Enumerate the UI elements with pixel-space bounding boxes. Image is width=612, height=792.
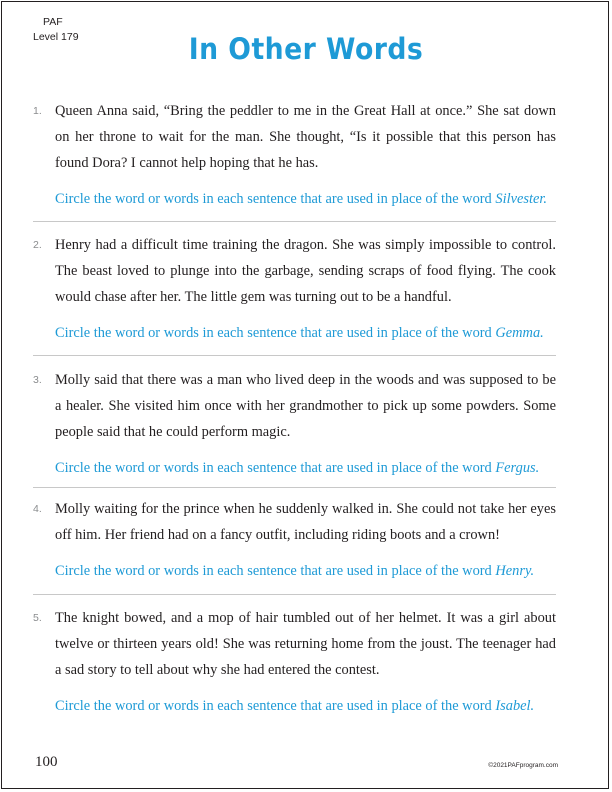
instruction-text: Circle the word or words in each sentence that are used in place of the word <box>55 460 492 476</box>
divider <box>33 487 556 488</box>
item-instruction <box>55 320 556 346</box>
item-instruction <box>55 455 556 481</box>
item-passage: Molly waiting for the prince when he suddenly walked in. She could not take her eyes off him. Her friend had on a fancy outfit, including riding boots and a crown! <box>55 501 556 543</box>
exercise-item-2 <box>33 232 556 346</box>
divider <box>33 221 556 222</box>
target-word: Gemma. <box>495 325 544 341</box>
page-number: 100 <box>35 754 58 770</box>
instruction-text: Circle the word or words in each sentence that are used in place of the word <box>55 698 492 714</box>
target-word: Henry. <box>495 563 535 579</box>
item-passage: Henry had a difficult time training the dragon. She was simply impossible to control. The beast loved to plunge into the garbage, sending scraps of food flying. The cook would chase after her. The little gem was turning out to be a handful. <box>55 237 556 305</box>
exercise-item-5 <box>33 605 556 719</box>
item-instruction <box>55 558 556 584</box>
instruction-text: Circle the word or words in each sentence that are used in place of the word <box>55 325 492 341</box>
level-label: Level 179 <box>33 31 79 43</box>
item-number: 5. <box>33 612 42 624</box>
instruction-text: Circle the word or words in each sentence that are used in place of the word <box>55 191 492 207</box>
instruction-text: Circle the word or words in each sentence that are used in place of the word <box>55 563 492 579</box>
exercise-item-1 <box>33 98 556 212</box>
divider <box>33 594 556 595</box>
item-number: 2. <box>33 239 42 251</box>
item-number: 4. <box>33 503 42 515</box>
item-passage: Molly said that there was a man who lived deep in the woods and was supposed to be a healer. She visited him once with her grandmother to pick up some powders. Some people said that he could perform magic. <box>55 372 556 440</box>
item-instruction <box>55 693 556 719</box>
item-passage: Queen Anna said, “Bring the peddler to me in the Great Hall at once.” She sat down on her throne to wait for the man. She thought, “Is it possible that this person has found Dora? I cannot help hoping that he has. <box>55 103 556 171</box>
target-word: Fergus. <box>495 460 540 476</box>
exercise-item-4 <box>33 496 556 584</box>
target-word: Silvester. <box>495 191 547 207</box>
exercise-item-3 <box>33 367 556 481</box>
item-number: 1. <box>33 105 42 117</box>
copyright-notice: ©2021PAFprogram.com <box>488 762 558 769</box>
item-instruction <box>55 186 556 212</box>
page-title: In Other Words <box>188 32 424 66</box>
divider <box>33 355 556 356</box>
program-label: PAF <box>43 16 63 28</box>
target-word: Isabel. <box>495 698 535 714</box>
item-passage: The knight bowed, and a mop of hair tumbled out of her helmet. It was a girl about twelve or thirteen years old! She was returning home from the joust. The teenager had a sad story to tell about why she had entered the contest. <box>55 610 556 678</box>
item-number: 3. <box>33 374 42 386</box>
